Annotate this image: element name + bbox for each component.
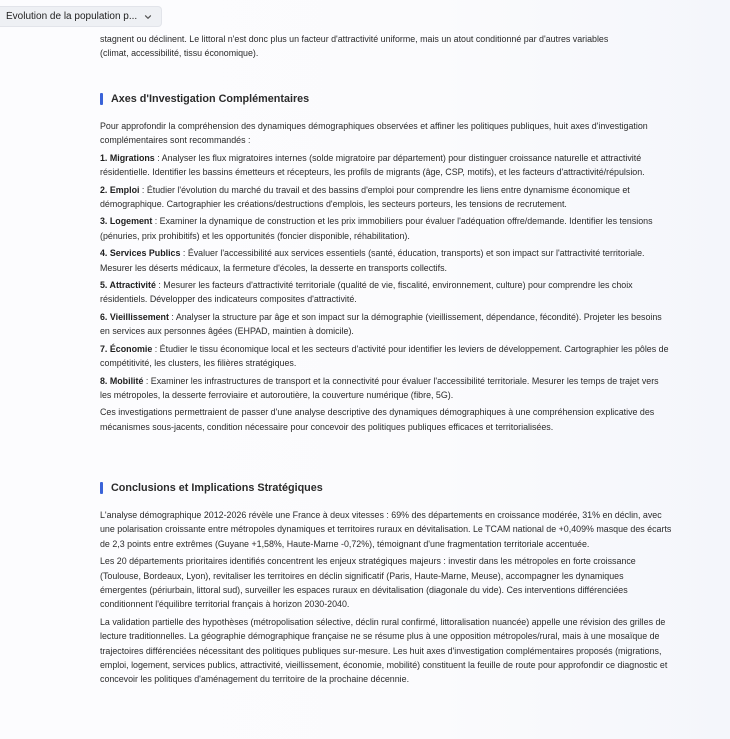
- axes-heading: [100, 92, 672, 106]
- axes-item-label: 2. Emploi: [100, 184, 140, 195]
- axes-item-label: 4. Services Publics: [100, 248, 181, 259]
- axes-item-label: 8. Mobilité: [100, 375, 144, 386]
- conclusions-heading: [100, 481, 672, 495]
- axes-item-4: [100, 246, 672, 275]
- conclusions-paragraph-1: L'analyse démographique 2012-2026 révèle une France à deux vitesses : 69% des départements en croissance modérée, 31% en déclin, avec une polarisation croissante entre métropoles dynamiques et territoires ruraux en dévitalisation. Le TCAM national de +0,409% masque des écarts de 2,3 points entre extrêmes (Guyane +1,58%, Haute-Marne -0,72%), témoignant d'une fragmentation territoriale accentuée.: [100, 510, 672, 549]
- axes-closing: Ces investigations permettraient de passer d'une analyse descriptive des dynamiques démographiques à une compréhension explicative des mécanismes sous-jacents, condition nécessaire pour concevoir des politiques publiques efficaces et territorialisées.: [100, 407, 655, 432]
- axes-item-label: 5. Attractivité: [100, 280, 156, 291]
- document-selector[interactable]: [0, 6, 162, 27]
- axes-item-label: 7. Économie: [100, 343, 153, 354]
- axes-item-label: 3. Logement: [100, 216, 153, 227]
- conclusions-section: [100, 481, 672, 690]
- axes-item-label: 1. Migrations: [100, 152, 155, 163]
- axes-item-label: 6. Vieillissement: [100, 311, 169, 322]
- axes-item-6: [100, 310, 672, 339]
- axes-lead: Pour approfondir la compréhension des dynamiques démographiques observées et affiner les politiques publiques, huit axes d'investigation complémentaires sont recommandés :: [100, 121, 648, 146]
- axes-item-7: [100, 342, 672, 371]
- conclusions-heading-text: Conclusions et Implications Stratégiques: [111, 481, 323, 494]
- axes-item-text: : Analyser la structure par âge et son impact sur la démographie (vieillissement, dépendance, fécondité). Projeter les besoins en services aux personnes âgées (EHPAD, maintien à domicile).: [100, 311, 662, 337]
- axes-item-3: [100, 214, 672, 243]
- chevron-down-icon: [143, 12, 153, 22]
- axes-section: [100, 92, 672, 437]
- intro-line-2: (climat, accessibilité, tissu économique).: [100, 48, 259, 59]
- axes-heading-text: Axes d'Investigation Complémentaires: [111, 92, 310, 105]
- axes-item-text: : Examiner la dynamique de construction et les prix immobiliers pour évaluer l'adéquation offre/demande. Identifier les tensions (pénuries, prix prohibitifs) et les opportunités (foncier disponible, réhabilitation).: [100, 216, 653, 241]
- axes-item-text: : Étudier le tissu économique local et les secteurs d'activité pour identifier les leviers de développement. Cartographier les pôles de compétitivité, les clusters, les filières stratégiques.: [100, 343, 669, 369]
- axes-item-1: [100, 151, 672, 180]
- document-title: Évolution de la population p...: [6, 11, 137, 22]
- heading-accent-bar: [100, 93, 103, 105]
- heading-accent-bar: [100, 482, 103, 494]
- conclusions-paragraph-3: La validation partielle des hypothèses (métropolisation sélective, déclin rural confirmé, littoralisation nuancée) appelle une révision des grilles de lecture traditionnelles. La géographie démographique française ne se résume plus à une opposition métropoles/rural, mais à une mosaïque de trajectoires différenciées nécessitant des politiques publiques sur-mesure. Les huit axes d'investigation complémentaires proposés (migrations, emploi, logement, services publics, attractivité, vieillissement, économie, mobilité) constituent la feuille de route pour approfondir ce diagnostic et concevoir les politiques d'aménagement du territoire de la prochaine décennie.: [100, 616, 668, 685]
- axes-item-text: : Mesurer les facteurs d'attractivité territoriale (qualité de vie, fiscalité, environnement, culture) pour comprendre les choix résidentiels. Développer des indicateurs composites d'attractivité.: [100, 280, 633, 305]
- axes-item-2: [100, 183, 672, 212]
- axes-item-text: : Analyser les flux migratoires internes (solde migratoire par département) pour distinguer croissance naturelle et attractivité résidentielle. Identifier les bassins émetteurs et récepteurs, les profils de migrants (âge, CSP, motifs), et les facteurs d'attractivité/répulsion.: [100, 152, 645, 178]
- conclusions-paragraph-2: Les 20 départements prioritaires identifiés concentrent les enjeux stratégiques majeurs : investir dans les métropoles en forte croissance (Toulouse, Bordeaux, Lyon), revitaliser les territoires en déclin significatif (Paris, Haute-Marne, Meuse), accompagner les dynamiques émergentes (périurbain, littoral sud), surveiller les espaces ruraux en dévitalisation (diagonale du vide). Ces interventions différenciées conditionnent l'équilibre territorial français à horizon 2030-2040.: [100, 556, 636, 610]
- intro-text: [100, 32, 672, 61]
- axes-item-text: : Étudier l'évolution du marché du travail et des bassins d'emploi pour comprendre les liens entre dynamisme économique et démographique. Cartographier les créations/destructions d'emplois, les secteurs porteurs, les tensions de recrutement.: [100, 184, 630, 210]
- intro-line-1: stagnent ou déclinent. Le littoral n'est donc plus un facteur d'attractivité uniforme, mais un atout conditionné par d'autres variables: [100, 34, 609, 44]
- axes-item-text: : Examiner les infrastructures de transport et la connectivité pour évaluer l'accessibilité territoriale. Mesurer les temps de trajet vers les métropoles, la desserte ferroviaire et autoroutière, la couverture numérique (fibre, 5G).: [100, 375, 659, 400]
- axes-item-5: [100, 278, 672, 307]
- axes-item-8: [100, 374, 672, 403]
- axes-item-text: : Évaluer l'accessibilité aux services essentiels (santé, éducation, transports) et son impact sur l'attractivité territoriale. Mesurer les déserts médicaux, la fermeture d'écoles, la desserte en transports collectifs.: [100, 248, 645, 273]
